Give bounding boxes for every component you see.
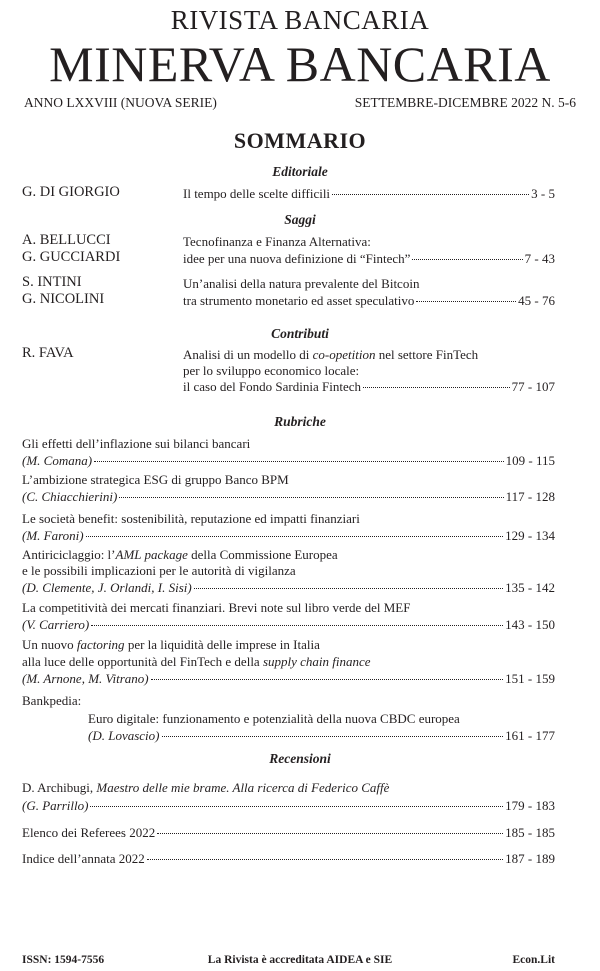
entry-title: Il tempo delle scelte difficili: [183, 186, 331, 201]
entry-author: (D. Clemente, J. Orlandi, I. Sisi): [22, 580, 192, 595]
entry-title: idee per una nuova definizione di “Fintech”: [183, 251, 411, 266]
section-heading-saggi: Saggi: [284, 212, 316, 227]
author-name: A. BELLUCCI: [22, 232, 111, 248]
econlit-label: Econ.Lit: [512, 954, 555, 966]
entry-author: (M. Arnone, M. Vitrano): [22, 671, 149, 686]
entry-author: (M. Faroni): [22, 528, 84, 543]
entry-title: Tecnofinanza e Finanza Alternativa:: [183, 234, 371, 249]
entry-title: Analisi di un modello di co-opetition nel settore FinTech: [183, 347, 479, 362]
dot-leader: [119, 486, 503, 498]
toc-entry: [22, 825, 555, 841]
issue-date: SETTEMBRE-DICEMBRE 2022 N. 5-6: [354, 95, 576, 110]
dot-leader: [94, 450, 504, 462]
dot-leader: [194, 577, 503, 589]
toc-entry: [88, 728, 555, 744]
page-range: 185 - 185: [505, 825, 555, 840]
issn: ISSN: 1594-7556: [22, 954, 105, 966]
page-range: 187 - 189: [505, 851, 555, 866]
entry-title: tra strumento monetario ed asset speculativo: [183, 293, 415, 308]
author-name: G. DI GIORGIO: [22, 184, 120, 200]
toc-entry: [22, 580, 555, 596]
page-range: 3 - 5: [531, 186, 555, 201]
author-name: R. FAVA: [22, 345, 74, 361]
entry-label: Bankpedia:: [22, 693, 82, 708]
section-heading-contributi: Contributi: [271, 326, 329, 341]
author-name: G. GUCCIARDI: [22, 249, 121, 265]
entry-title: Un’analisi della natura prevalente del Bitcoin: [183, 276, 420, 291]
dot-leader: [412, 248, 522, 260]
page-range: 77 - 107: [511, 379, 555, 394]
dot-leader: [363, 376, 510, 388]
page-range: 129 - 134: [505, 528, 555, 543]
section-heading-editoriale: Editoriale: [272, 164, 328, 179]
dot-leader: [162, 725, 504, 737]
toc-entry: [22, 798, 555, 814]
page-range: 117 - 128: [505, 489, 555, 504]
page-range: 109 - 115: [505, 453, 555, 468]
dot-leader: [86, 525, 504, 537]
page-range: 7 - 43: [524, 251, 555, 266]
dot-leader: [90, 795, 503, 807]
toc-entry: [22, 671, 555, 687]
entry-title: Antiriciclaggio: l’AML package della Commissione Europea: [22, 547, 338, 562]
entry-title: Indice dell’annata 2022: [22, 851, 145, 866]
entry-title: alla luce delle opportunità del FinTech e della supply chain finance: [22, 654, 371, 669]
page-range: 161 - 177: [505, 728, 555, 743]
entry-title: Elenco dei Referees 2022: [22, 825, 156, 840]
entry-title: per lo sviluppo economico locale:: [183, 363, 360, 378]
page-range: 151 - 159: [505, 671, 555, 686]
toc-entry: [183, 379, 555, 395]
dot-leader: [157, 822, 503, 834]
entry-title: L’ambizione strategica ESG di gruppo Banco BPM: [22, 472, 289, 487]
dot-leader: [151, 668, 504, 680]
page-range: 143 - 150: [505, 617, 555, 632]
section-heading-recensioni: Recensioni: [269, 751, 331, 766]
toc-entry: [183, 186, 555, 202]
page-range: 135 - 142: [505, 580, 555, 595]
toc-entry: [22, 453, 555, 469]
accreditation-note: La Rivista è accreditata AIDEA e SIE: [207, 954, 393, 966]
dot-leader: [416, 290, 516, 302]
dot-leader: [147, 848, 503, 860]
entry-title: Le società benefit: sostenibilità, reputazione ed impatti finanziari: [22, 511, 360, 526]
dot-leader: [91, 614, 503, 626]
page-title: SOMMARIO: [233, 128, 367, 153]
section-heading-rubriche: Rubriche: [274, 414, 326, 429]
entry-author: (V. Carriero): [22, 617, 90, 632]
entry-title: Euro digitale: funzionamento e potenzialità della nuova CBDC europea: [88, 711, 460, 726]
entry-title: e le possibili implicazioni per le autorità di vigilanza: [22, 563, 296, 578]
toc-entry: [183, 251, 555, 267]
entry-author: (M. Comana): [22, 453, 93, 468]
toc-entry: [22, 851, 555, 867]
page-range: 45 - 76: [518, 293, 555, 308]
entry-title: La competitività dei mercati finanziari. Brevi note sul libro verde del MEF: [22, 600, 411, 615]
toc-entry: [183, 293, 555, 309]
entry-title: Gli effetti dell’inflazione sui bilanci bancari: [22, 436, 251, 451]
entry-author: (D. Lovascio): [88, 728, 160, 743]
journal-title: MINERVA BANCARIA: [49, 36, 551, 92]
entry-author: (G. Parrillo): [22, 798, 89, 813]
issue-year: ANNO LXXVIII (NUOVA SERIE): [24, 95, 217, 110]
page-range: 179 - 183: [505, 798, 555, 813]
entry-author: (C. Chiacchierini): [22, 489, 118, 504]
author-name: G. NICOLINI: [22, 291, 105, 307]
journal-supertitle: RIVISTA BANCARIA: [170, 5, 430, 35]
entry-title: D. Archibugi, Maestro delle mie brame. Alla ricerca di Federico Caffè: [22, 780, 390, 795]
toc-entry: [22, 528, 555, 544]
author-name: S. INTINI: [22, 274, 82, 290]
toc-entry: [22, 617, 555, 633]
dot-leader: [332, 183, 529, 195]
toc-entry: [22, 489, 555, 505]
entry-title: Un nuovo factoring per la liquidità delle imprese in Italia: [22, 637, 320, 652]
entry-title: il caso del Fondo Sardinia Fintech: [183, 379, 362, 394]
